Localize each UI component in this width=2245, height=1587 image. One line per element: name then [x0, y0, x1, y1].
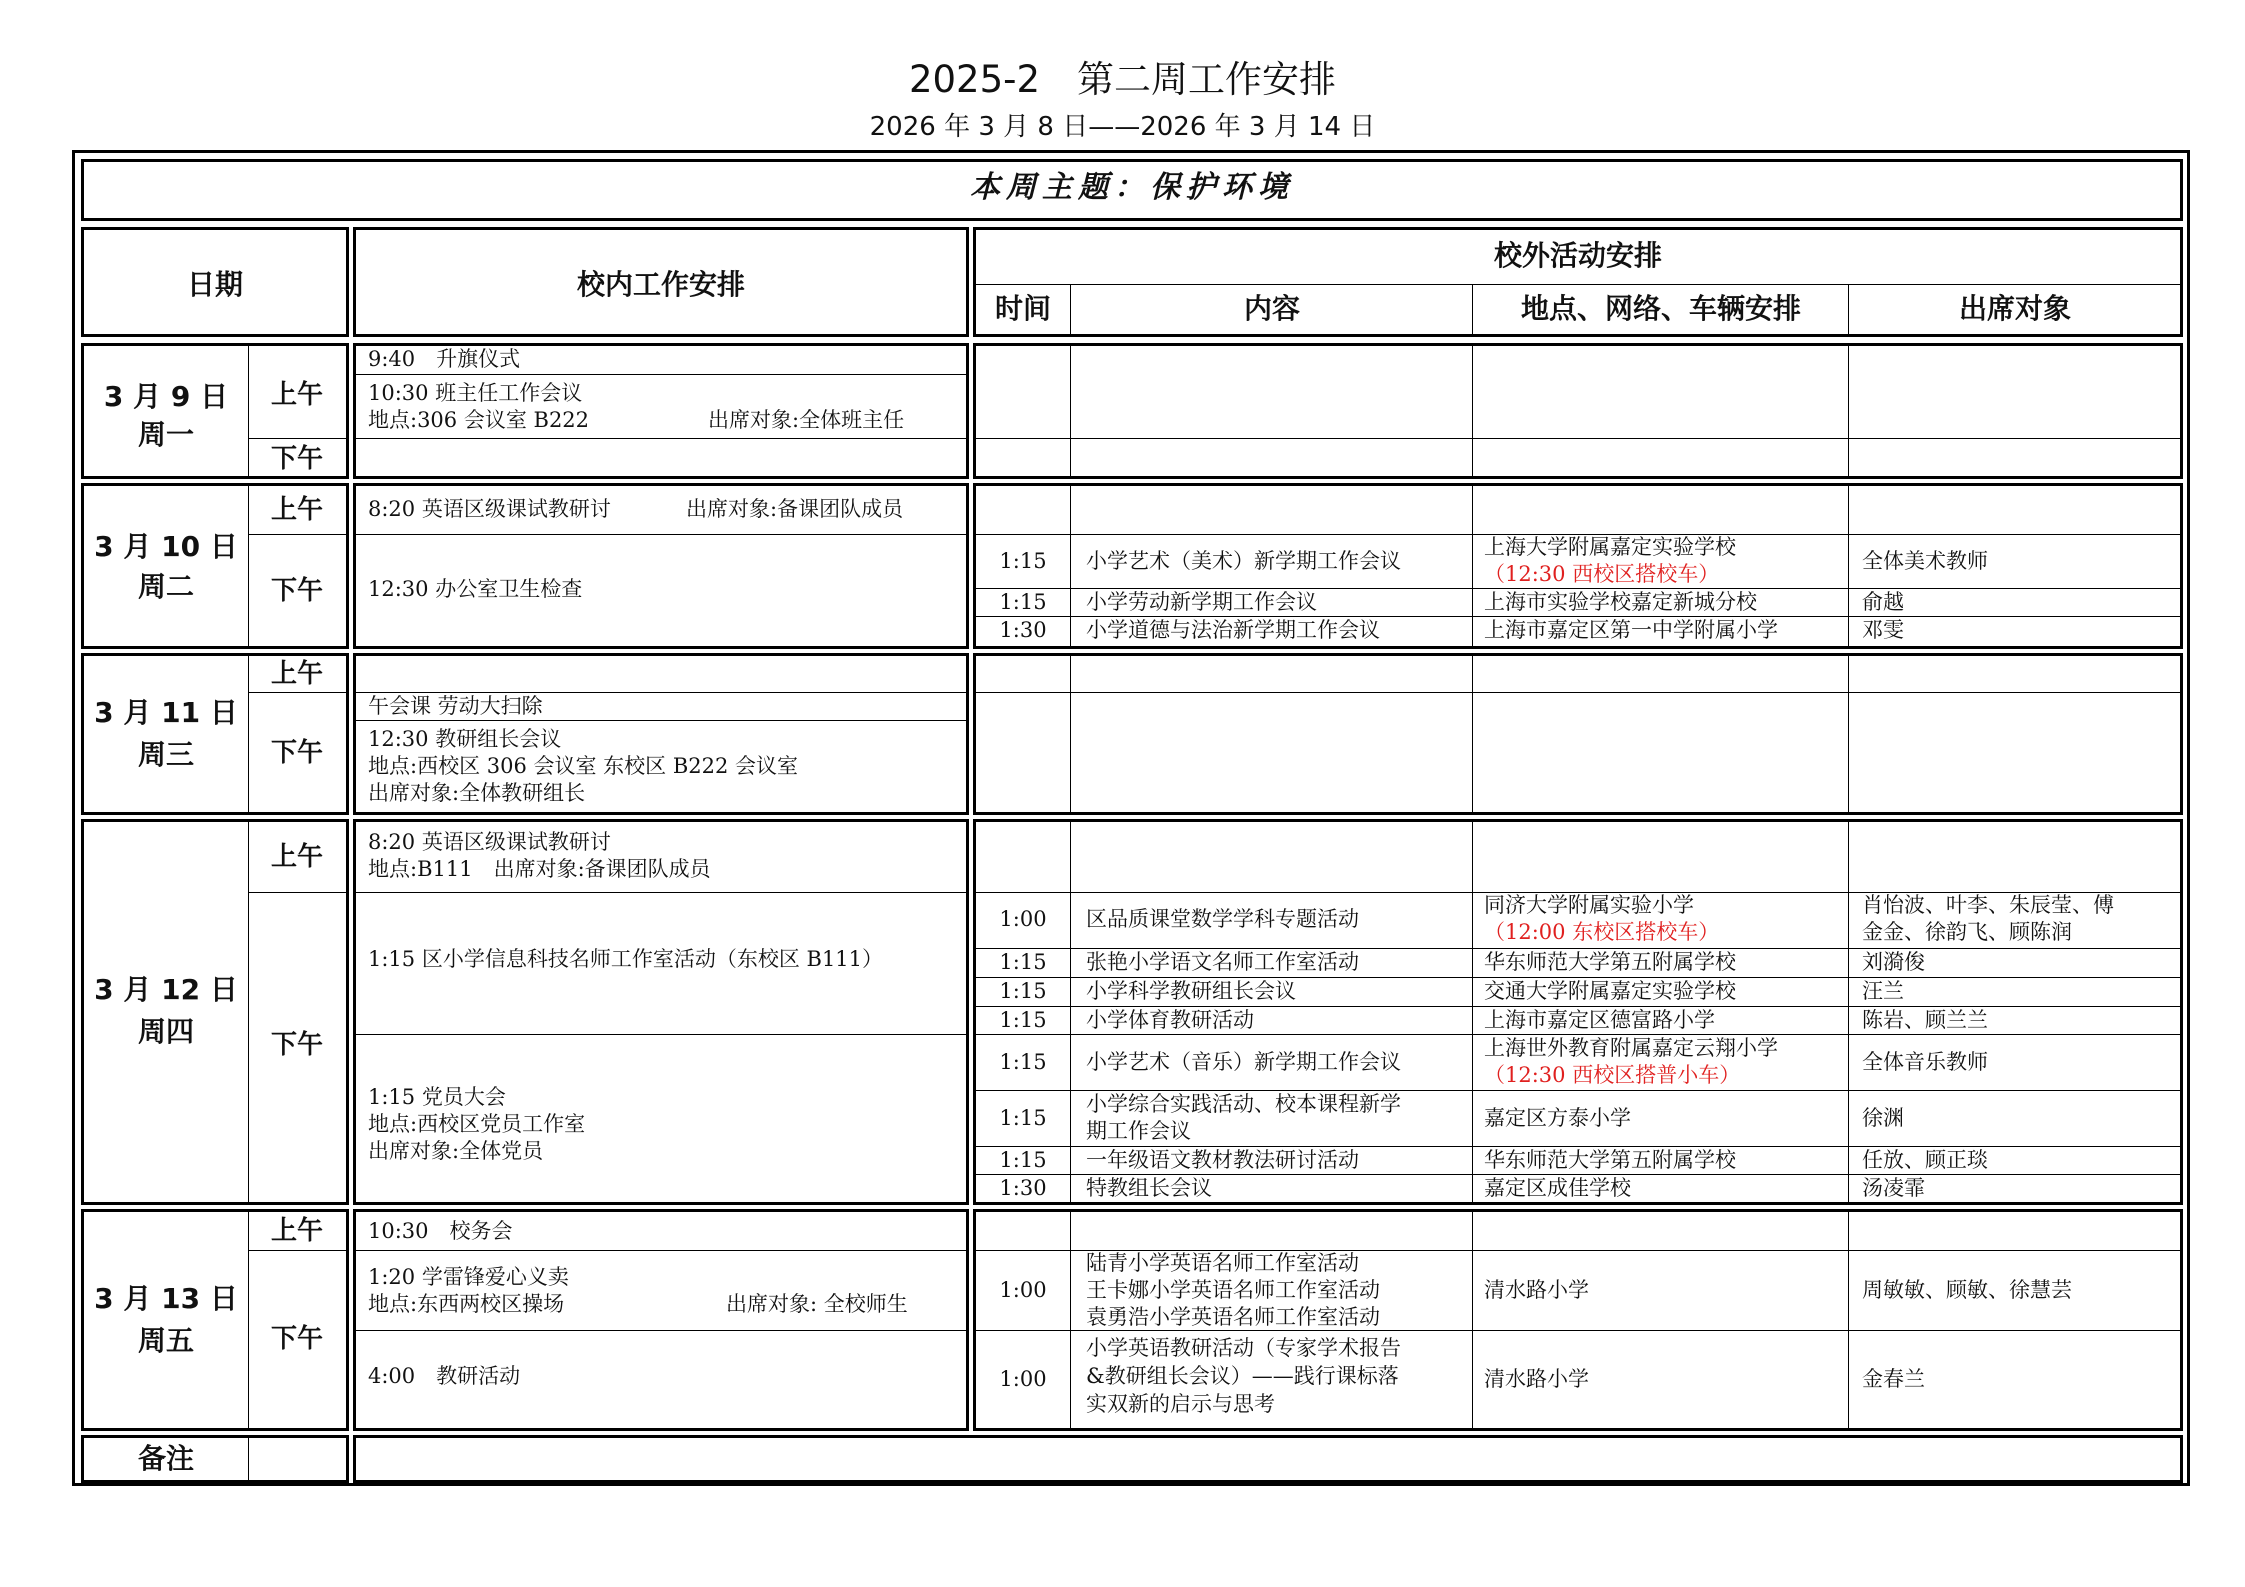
period-am: 上午 [270, 380, 323, 410]
day-weekday: 周三 [137, 738, 194, 771]
internal-item: 4:00 教研活动 [368, 1364, 521, 1388]
ext-time: 1:15 [999, 549, 1047, 573]
ext-place: 上海大学附属嘉定实验学校 [1484, 535, 1736, 559]
date-range: 2026 年 3 月 8 日——2026 年 3 月 14 日 [869, 112, 1376, 142]
day-date: 3 月 12 日 [94, 973, 238, 1006]
internal-item: 12:30 办公室卫生检查 [368, 577, 583, 601]
ext-time: 1:00 [999, 1278, 1047, 1302]
ext-content: 小学英语教研活动（专家学术报告 [1086, 1336, 1401, 1360]
page-title: 2025-2 第二周工作安排 [908, 58, 1337, 101]
internal-item: 地点:B111 出席对象:备课团队成员 [368, 857, 711, 881]
ext-content: 陆青小学英语名师工作室活动 [1086, 1251, 1359, 1275]
ext-attendees: 邓雯 [1862, 618, 1904, 642]
ext-content: 袁勇浩小学英语名师工作室活动 [1086, 1305, 1380, 1329]
external-mon [973, 343, 2183, 479]
internal-item: 出席对象:备课团队成员 [686, 497, 904, 521]
ext-content: &教研组长会议）——践行课标落 [1086, 1364, 1399, 1388]
internal-header: 校内工作安排 [353, 227, 969, 337]
ext-time: 1:15 [999, 1008, 1047, 1032]
day-block-tue [81, 483, 349, 649]
period-pm: 下午 [270, 1324, 323, 1354]
ext-time: 1:15 [999, 979, 1047, 1003]
internal-item: 午会课 劳动大扫除 [368, 694, 543, 718]
schedule-table [72, 150, 2190, 1486]
ext-content: 期工作会议 [1086, 1119, 1191, 1143]
ext-content: 一年级语文教材教法研讨活动 [1086, 1148, 1359, 1172]
internal-item: 1:20 学雷锋爱心义卖 [368, 1265, 569, 1289]
ext-content: 小学劳动新学期工作会议 [1086, 590, 1317, 614]
ext-attendees: 肖怡波、叶李、朱辰莹、傅 [1862, 893, 2114, 917]
day-date: 3 月 10 日 [94, 530, 238, 563]
ext-place: 同济大学附属实验小学 [1484, 893, 1694, 917]
day-weekday: 周二 [137, 570, 194, 603]
period-pm: 下午 [270, 1030, 323, 1060]
ext-attendees: 汪兰 [1862, 979, 1904, 1003]
period-am: 上午 [270, 1216, 323, 1246]
date-header: 日期 [81, 227, 349, 337]
ext-content: 小学艺术（音乐）新学期工作会议 [1086, 1050, 1401, 1074]
ext-place: 嘉定区方泰小学 [1484, 1106, 1631, 1130]
day-weekday: 周一 [137, 418, 194, 451]
ext-time: 1:00 [999, 907, 1047, 931]
internal-item: 出席对象:全体党员 [368, 1139, 544, 1163]
ext-place: 上海世外教育附属嘉定云翔小学 [1484, 1036, 1778, 1060]
period-pm: 下午 [270, 738, 323, 768]
internal-item: 1:15 党员大会 [368, 1085, 506, 1109]
remarks-content-cell [353, 1435, 2183, 1483]
remarks-label: 备注 [137, 1442, 194, 1475]
ext-content: 特教组长会议 [1086, 1176, 1212, 1200]
internal-item: 10:30 班主任工作会议 [368, 381, 583, 405]
ext-attendees: 周敏敏、顾敏、徐慧芸 [1862, 1278, 2072, 1302]
internal-wed [353, 653, 969, 815]
place-header: 地点、网络、车辆安排 [1520, 292, 1801, 325]
ext-content: 王卡娜小学英语名师工作室活动 [1086, 1278, 1380, 1302]
ext-content: 小学艺术（美术）新学期工作会议 [1086, 549, 1401, 573]
ext-content: 小学体育教研活动 [1086, 1008, 1254, 1032]
ext-place: 华东师范大学第五附属学校 [1484, 950, 1736, 974]
period-pm: 下午 [270, 444, 323, 474]
ext-place: 上海市实验学校嘉定新城分校 [1484, 590, 1757, 614]
internal-item: 1:15 区小学信息科技名师工作室活动（东校区 B111） [368, 947, 884, 971]
ext-attendees: 汤凌霏 [1862, 1176, 1925, 1200]
period-pm: 下午 [270, 576, 323, 606]
day-block-fri [81, 1209, 349, 1431]
internal-mon [353, 343, 969, 479]
ext-content: 小学综合实践活动、校本课程新学 [1086, 1092, 1401, 1116]
day-block-mon [81, 343, 349, 479]
internal-item: 10:30 校务会 [368, 1219, 513, 1243]
internal-item: 8:20 英语区级课试教研讨 [368, 497, 611, 521]
ext-time: 1:15 [999, 1050, 1047, 1074]
ext-content: 实双新的启示与思考 [1086, 1392, 1275, 1416]
content-header: 内容 [1243, 292, 1300, 325]
ext-content: 区品质课堂数学学科专题活动 [1086, 907, 1359, 931]
ext-place: 清水路小学 [1484, 1278, 1589, 1302]
internal-fri [353, 1209, 969, 1431]
ext-attendees: 刘漪俊 [1862, 950, 1925, 974]
remarks-label-cell [81, 1435, 349, 1483]
day-weekday: 周四 [137, 1015, 194, 1048]
ext-time: 1:00 [999, 1367, 1047, 1391]
time-header: 时间 [994, 292, 1051, 325]
day-weekday: 周五 [137, 1324, 194, 1357]
ext-attendees: 俞越 [1862, 590, 1904, 614]
ext-bus: （12:30 西校区搭普小车） [1484, 1063, 1741, 1087]
ext-attendees: 任放、顾正琰 [1862, 1148, 1988, 1172]
internal-item: 地点:东西两校区操场 [368, 1292, 565, 1316]
internal-item: 9:40 升旗仪式 [368, 347, 521, 371]
internal-item: 出席对象:全体班主任 [708, 408, 905, 432]
ext-attendees: 徐渊 [1862, 1106, 1904, 1130]
ext-time: 1:30 [999, 618, 1047, 642]
external-thu [973, 819, 2183, 1205]
ext-time: 1:30 [999, 1176, 1047, 1200]
internal-tue [353, 483, 969, 649]
ext-time: 1:15 [999, 590, 1047, 614]
ext-time: 1:15 [999, 1148, 1047, 1172]
ext-place: 清水路小学 [1484, 1367, 1589, 1391]
period-am: 上午 [270, 659, 323, 689]
theme-row [81, 159, 2183, 221]
ext-content: 小学道德与法治新学期工作会议 [1086, 618, 1380, 642]
internal-item: 12:30 教研组长会议 [368, 727, 562, 751]
ext-time: 1:15 [999, 1106, 1047, 1130]
attendees-header: 出席对象 [1958, 292, 2071, 325]
day-date: 3 月 11 日 [94, 696, 238, 729]
internal-item: 地点:306 会议室 B222 [368, 408, 590, 432]
ext-place: 华东师范大学第五附属学校 [1484, 1148, 1736, 1172]
period-am: 上午 [270, 495, 323, 525]
ext-place: 上海市嘉定区德富路小学 [1484, 1008, 1715, 1032]
ext-bus: （12:00 东校区搭校车） [1484, 920, 1720, 944]
ext-place: 交通大学附属嘉定实验学校 [1484, 979, 1736, 1003]
day-block-thu [81, 819, 349, 1205]
ext-place: 上海市嘉定区第一中学附属小学 [1484, 618, 1778, 642]
ext-attendees: 金春兰 [1862, 1367, 1925, 1391]
internal-item: 出席对象:全体教研组长 [368, 781, 586, 805]
external-wed [973, 653, 2183, 815]
day-date: 3 月 13 日 [94, 1282, 238, 1315]
internal-item: 地点:西校区党员工作室 [368, 1112, 586, 1136]
ext-place: 嘉定区成佳学校 [1484, 1176, 1631, 1200]
ext-attendees: 全体音乐教师 [1862, 1050, 1988, 1074]
ext-bus: （12:30 西校区搭校车） [1484, 562, 1720, 586]
external-header: 校外活动安排 时间 内容 地点、网络、车辆安排 出席对象 [973, 227, 2183, 337]
external-fri [973, 1209, 2183, 1431]
period-am: 上午 [270, 842, 323, 872]
ext-attendees: 金金、徐韵飞、顾陈润 [1862, 920, 2072, 944]
internal-item: 出席对象: 全校师生 [726, 1292, 908, 1316]
ext-content: 小学科学教研组长会议 [1086, 979, 1296, 1003]
ext-attendees: 全体美术教师 [1862, 549, 1988, 573]
theme-text: 本周主题：保护环境 [970, 170, 1294, 205]
internal-thu [353, 819, 969, 1205]
ext-attendees: 陈岩、顾兰兰 [1862, 1008, 1988, 1032]
external-tue [973, 483, 2183, 649]
day-date: 3 月 9 日 [103, 380, 229, 413]
day-block-wed [81, 653, 349, 815]
internal-item: 地点:西校区 306 会议室 东校区 B222 会议室 [368, 754, 799, 778]
ext-content: 张艳小学语文名师工作室活动 [1086, 950, 1359, 974]
internal-item: 8:20 英语区级课试教研讨 [368, 830, 611, 854]
ext-time: 1:15 [999, 950, 1047, 974]
